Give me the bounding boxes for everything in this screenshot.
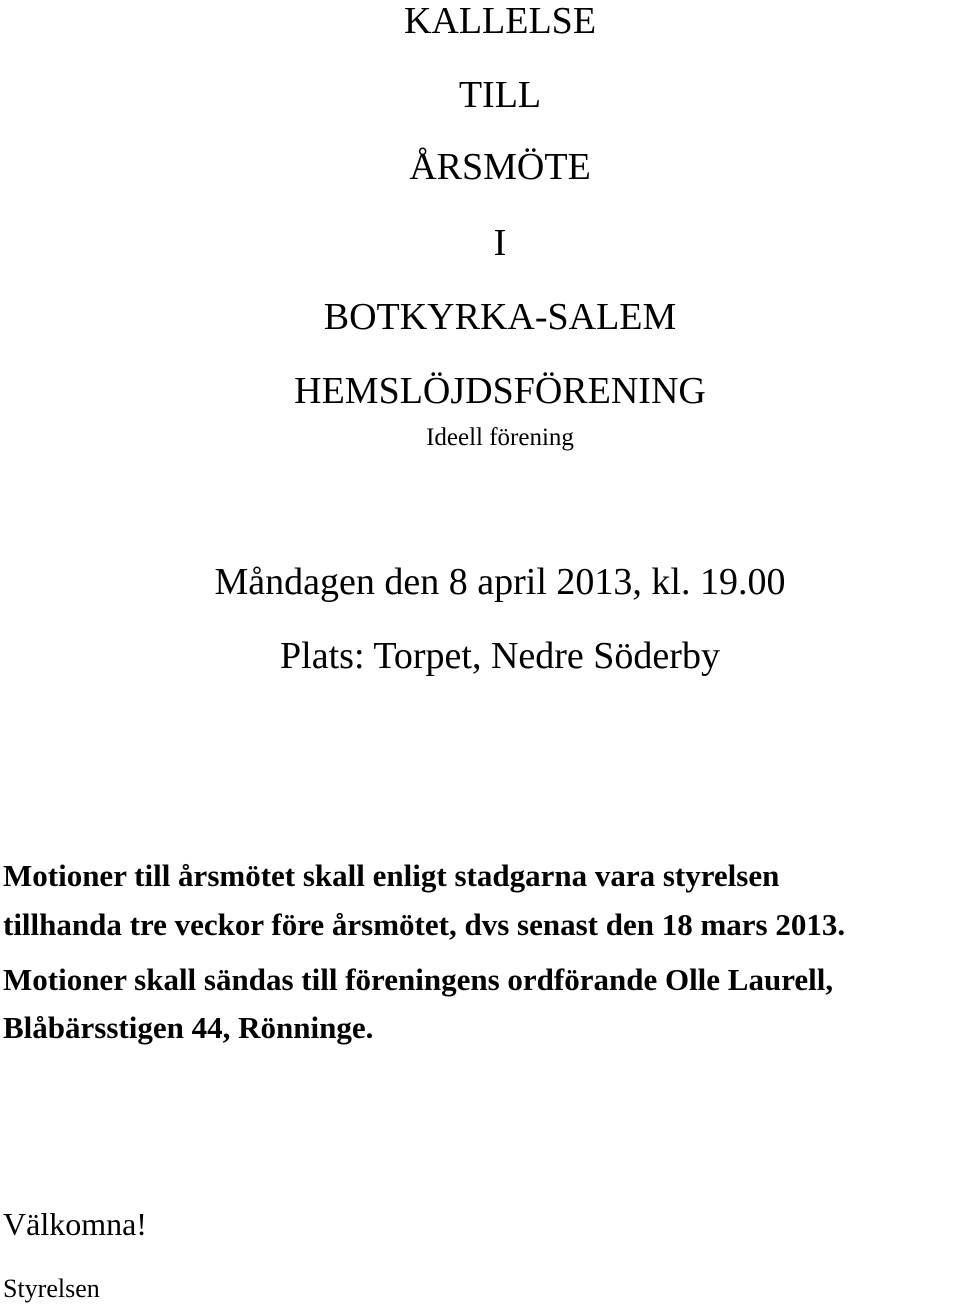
signature: Styrelsen — [3, 1274, 100, 1303]
title-i: I — [493, 222, 507, 264]
closing-greeting: Välkomna! — [3, 1206, 147, 1242]
organization-subtitle: Ideell förening — [426, 424, 574, 451]
title-organization-name: BOTKYRKA-SALEM — [323, 296, 677, 338]
motion-text-line-2: tillhanda tre veckor före årsmötet, dvs senast den 18 mars 2013. — [3, 907, 846, 942]
meeting-place: Plats: Torpet, Nedre Söderby — [280, 635, 720, 677]
title-kallelse: KALLELSE — [403, 0, 597, 42]
title-till: TILL — [458, 74, 542, 116]
title-organization-type: HEMSLÖJDSFÖRENING — [294, 370, 706, 412]
motion-text-line-1: Motioner till årsmötet skall enligt stadgarna vara styrelsen — [3, 858, 780, 893]
motion-text-line-4: Blåbärsstigen 44, Rönninge. — [3, 1010, 374, 1045]
title-arsmote: ÅRSMÖTE — [409, 146, 591, 188]
motion-text-line-3: Motioner skall sändas till föreningens ordförande Olle Laurell, — [3, 962, 834, 997]
meeting-date: Måndagen den 8 april 2013, kl. 19.00 — [214, 561, 786, 603]
